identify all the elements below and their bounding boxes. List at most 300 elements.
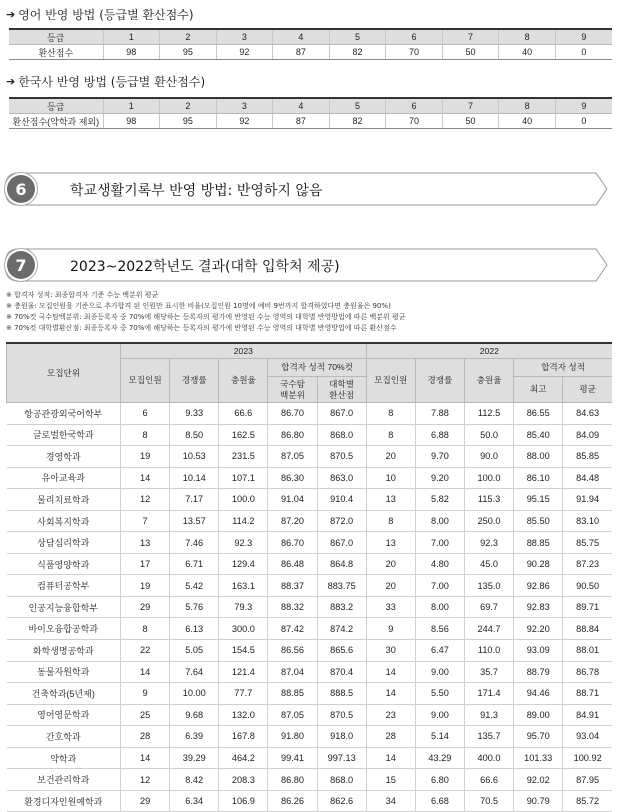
value-cell: 66.6	[464, 769, 513, 791]
score-cell: 50	[442, 45, 499, 60]
value-cell: 83.10	[563, 510, 612, 532]
value-cell: 77.7	[219, 683, 268, 705]
value-cell: 84.09	[563, 424, 612, 446]
value-cell: 874.2	[317, 618, 366, 640]
unit-name-cell: 바이오융합공학과	[7, 618, 121, 640]
value-cell: 5.82	[415, 489, 464, 511]
value-cell: 6.13	[170, 618, 219, 640]
value-cell: 14	[366, 747, 415, 769]
value-cell: 95.70	[514, 726, 563, 748]
value-cell: 8.50	[170, 424, 219, 446]
header-competition-2022: 경쟁률	[415, 359, 464, 403]
value-cell: 88.00	[514, 446, 563, 468]
value-cell: 9.00	[415, 661, 464, 683]
value-cell: 863.0	[317, 467, 366, 489]
table-row	[7, 661, 613, 683]
grade-cell: 1	[103, 29, 160, 45]
value-cell: 5.05	[170, 640, 219, 662]
value-cell: 87.95	[563, 769, 612, 791]
value-cell: 6	[121, 403, 170, 425]
value-cell: 14	[121, 467, 170, 489]
value-cell: 17	[121, 553, 170, 575]
value-cell: 19	[121, 446, 170, 468]
value-cell: 29	[121, 596, 170, 618]
unit-name-cell: 컴퓨터공학부	[7, 575, 121, 597]
value-cell: 14	[366, 683, 415, 705]
value-cell: 93.09	[514, 640, 563, 662]
value-cell: 12	[121, 769, 170, 791]
value-cell: 86.56	[268, 640, 317, 662]
header-best: 최고	[514, 377, 563, 403]
grade-cell: 5	[329, 29, 386, 45]
value-cell: 6.47	[415, 640, 464, 662]
value-cell: 92.3	[219, 532, 268, 554]
value-cell: 114.2	[219, 510, 268, 532]
grade-cell: 9	[555, 29, 612, 45]
value-cell: 464.2	[219, 747, 268, 769]
grade-cell: 5	[329, 98, 386, 114]
grade-cell: 3	[216, 29, 273, 45]
value-cell: 90.28	[514, 553, 563, 575]
table-row	[7, 446, 613, 468]
value-cell: 85.50	[514, 510, 563, 532]
unit-name-cell: 사회복지학과	[7, 510, 121, 532]
header-competition-2023: 경쟁률	[170, 359, 219, 403]
value-cell: 135.7	[464, 726, 513, 748]
value-cell: 132.0	[219, 704, 268, 726]
header-cut70: 합격자 성적 70%컷	[268, 359, 366, 377]
section-number-badge: 6	[7, 175, 35, 203]
table-row	[7, 769, 613, 791]
value-cell: 883.75	[317, 575, 366, 597]
value-cell: 86.78	[563, 661, 612, 683]
value-cell: 87.20	[268, 510, 317, 532]
unit-name-cell: 상담심리학과	[7, 532, 121, 554]
grade-cell: 4	[273, 29, 330, 45]
table-row	[7, 790, 613, 812]
score-cell: 70	[386, 45, 443, 60]
header-2022: 2022	[366, 343, 612, 359]
value-cell: 66.6	[219, 403, 268, 425]
value-cell: 8	[366, 424, 415, 446]
value-cell: 154.5	[219, 640, 268, 662]
unit-name-cell: 인공지능융합학부	[7, 596, 121, 618]
value-cell: 93.04	[563, 726, 612, 748]
value-cell: 100.0	[219, 489, 268, 511]
value-cell: 45.0	[464, 553, 513, 575]
value-cell: 84.48	[563, 467, 612, 489]
value-cell: 14	[121, 747, 170, 769]
table-row	[7, 403, 613, 425]
value-cell: 28	[366, 726, 415, 748]
value-cell: 9.33	[170, 403, 219, 425]
score-row: 환산점수(약학과 제외) 98 95 92 87 82 70 50 40 0	[9, 114, 612, 129]
grade-cell: 8	[499, 98, 556, 114]
value-cell: 867.0	[317, 403, 366, 425]
value-cell: 99.41	[268, 747, 317, 769]
table-row	[7, 726, 613, 748]
value-cell: 10	[366, 467, 415, 489]
value-cell: 14	[121, 661, 170, 683]
english-score-table	[9, 28, 612, 60]
value-cell: 28	[121, 726, 170, 748]
value-cell: 30	[366, 640, 415, 662]
value-cell: 9	[121, 683, 170, 705]
value-cell: 167.8	[219, 726, 268, 748]
value-cell: 864.8	[317, 553, 366, 575]
unit-name-cell: 식품영양학과	[7, 553, 121, 575]
value-cell: 13	[366, 532, 415, 554]
value-cell: 100.92	[563, 747, 612, 769]
header-avg: 평균	[563, 377, 612, 403]
value-cell: 868.0	[317, 424, 366, 446]
value-cell: 85.40	[514, 424, 563, 446]
value-cell: 5.50	[415, 683, 464, 705]
value-cell: 88.79	[514, 661, 563, 683]
value-cell: 9.00	[415, 704, 464, 726]
grade-cell: 7	[442, 98, 499, 114]
score-cell: 0	[555, 114, 612, 129]
score-cell: 87	[273, 114, 330, 129]
value-cell: 115.3	[464, 489, 513, 511]
header-quota-2023: 모집인원	[121, 359, 170, 403]
value-cell: 69.7	[464, 596, 513, 618]
value-cell: 88.84	[563, 618, 612, 640]
value-cell: 7.46	[170, 532, 219, 554]
grade-row: 등급 1 2 3 4 5 6 7 8 9	[9, 29, 612, 45]
value-cell: 244.7	[464, 618, 513, 640]
value-cell: 862.6	[317, 790, 366, 812]
value-cell: 86.30	[268, 467, 317, 489]
arrow-right-icon: ➔	[6, 75, 16, 88]
table-row	[7, 640, 613, 662]
value-cell: 86.80	[268, 769, 317, 791]
value-cell: 43.29	[415, 747, 464, 769]
value-cell: 8.00	[415, 596, 464, 618]
unit-name-cell: 건축학과(5년제)	[7, 683, 121, 705]
value-cell: 135.0	[464, 575, 513, 597]
value-cell: 23	[366, 704, 415, 726]
value-cell: 10.00	[170, 683, 219, 705]
header-cut-converted: 대학별 환산점	[317, 377, 366, 403]
header-fill-rate-2023: 충원율	[219, 359, 268, 403]
note-line: ※ 충원율: 모집인원을 기준으로 추가합격 된 인원만 표시한 비율(모집인원 10명에 예비 9번까지 합격하였다면 충원율은 90%)	[6, 302, 391, 310]
score-cell: 40	[499, 45, 556, 60]
value-cell: 171.4	[464, 683, 513, 705]
value-cell: 88.37	[268, 575, 317, 597]
history-score-table	[9, 97, 612, 129]
value-cell: 92.02	[514, 769, 563, 791]
value-cell: 92.3	[464, 532, 513, 554]
arrow-right-icon: ➔	[6, 8, 16, 21]
value-cell: 86.48	[268, 553, 317, 575]
value-cell: 231.5	[219, 446, 268, 468]
score-cell: 82	[329, 45, 386, 60]
score-cell: 95	[160, 114, 217, 129]
value-cell: 870.5	[317, 446, 366, 468]
value-cell: 84.63	[563, 403, 612, 425]
grade-cell: 1	[103, 98, 160, 114]
value-cell: 9.68	[170, 704, 219, 726]
value-cell: 997.13	[317, 747, 366, 769]
value-cell: 7.64	[170, 661, 219, 683]
value-cell: 8.00	[415, 510, 464, 532]
value-cell: 7.00	[415, 575, 464, 597]
value-cell: 9	[366, 618, 415, 640]
score-cell: 0	[555, 45, 612, 60]
value-cell: 14	[366, 661, 415, 683]
value-cell: 10.14	[170, 467, 219, 489]
grade-cell: 7	[442, 29, 499, 45]
value-cell: 110.0	[464, 640, 513, 662]
value-cell: 86.80	[268, 424, 317, 446]
value-cell: 29	[121, 790, 170, 812]
header-grades-2022: 합격자 성적	[514, 359, 612, 377]
unit-name-cell: 물리치료학과	[7, 489, 121, 511]
score-cell: 87	[273, 45, 330, 60]
value-cell: 88.32	[268, 596, 317, 618]
value-cell: 20	[366, 575, 415, 597]
value-cell: 112.5	[464, 403, 513, 425]
value-cell: 70.5	[464, 790, 513, 812]
grade-cell: 2	[160, 98, 217, 114]
score-cell: 40	[499, 114, 556, 129]
value-cell: 9.20	[415, 467, 464, 489]
value-cell: 918.0	[317, 726, 366, 748]
value-cell: 870.4	[317, 661, 366, 683]
value-cell: 10.53	[170, 446, 219, 468]
value-cell: 87.23	[563, 553, 612, 575]
value-cell: 872.0	[317, 510, 366, 532]
value-cell: 88.85	[514, 532, 563, 554]
value-cell: 865.6	[317, 640, 366, 662]
value-cell: 8	[366, 403, 415, 425]
history-section-title: ➔ 한국사 반영 방법 (등급별 환산점수)	[6, 75, 206, 89]
value-cell: 50.0	[464, 424, 513, 446]
value-cell: 13	[121, 532, 170, 554]
value-cell: 5.14	[415, 726, 464, 748]
note-line: ※ 합격자 성적: 최종합격자 기준 수능 백분위 평균	[6, 291, 159, 299]
value-cell: 4.80	[415, 553, 464, 575]
value-cell: 888.5	[317, 683, 366, 705]
value-cell: 34	[366, 790, 415, 812]
results-body	[7, 403, 613, 812]
value-cell: 84.91	[563, 704, 612, 726]
value-cell: 94.46	[514, 683, 563, 705]
unit-name-cell: 화학생명공학과	[7, 640, 121, 662]
value-cell: 7.88	[415, 403, 464, 425]
value-cell: 87.05	[268, 446, 317, 468]
value-cell: 22	[121, 640, 170, 662]
value-cell: 7	[121, 510, 170, 532]
value-cell: 910.4	[317, 489, 366, 511]
value-cell: 6.88	[415, 424, 464, 446]
header-2023: 2023	[121, 343, 367, 359]
score-cell: 98	[103, 114, 160, 129]
grade-cell: 2	[160, 29, 217, 45]
value-cell: 39.29	[170, 747, 219, 769]
value-cell: 121.4	[219, 661, 268, 683]
note-line: ※ 70%컷 대학별환산점: 최종등록자 중 70%에 해당하는 등록자의 평가에 반영된 수능 영역의 대학별 반영방법에 따른 환산점수	[6, 324, 397, 332]
score-cell: 82	[329, 114, 386, 129]
section-7-text: 2023~2022학년도 결과(대학 입학처 제공)	[70, 259, 340, 275]
value-cell: 8.42	[170, 769, 219, 791]
value-cell: 89.00	[514, 704, 563, 726]
value-cell: 89.71	[563, 596, 612, 618]
unit-name-cell: 영어영문학과	[7, 704, 121, 726]
table-row	[7, 553, 613, 575]
grade-cell: 3	[216, 98, 273, 114]
value-cell: 6.71	[170, 553, 219, 575]
value-cell: 91.04	[268, 489, 317, 511]
value-cell: 95.15	[514, 489, 563, 511]
value-cell: 20	[366, 446, 415, 468]
value-cell: 88.85	[268, 683, 317, 705]
unit-name-cell: 보건관리학과	[7, 769, 121, 791]
unit-name-cell: 유아교육과	[7, 467, 121, 489]
score-cell: 50	[442, 114, 499, 129]
value-cell: 7.00	[415, 532, 464, 554]
section-7-banner	[4, 248, 608, 282]
value-cell: 250.0	[464, 510, 513, 532]
value-cell: 100.0	[464, 467, 513, 489]
value-cell: 85.75	[563, 532, 612, 554]
score-cell: 92	[216, 45, 273, 60]
value-cell: 88.71	[563, 683, 612, 705]
value-cell: 163.1	[219, 575, 268, 597]
value-cell: 867.0	[317, 532, 366, 554]
section-number-badge: 7	[7, 251, 35, 279]
table-row	[7, 575, 613, 597]
value-cell: 7.17	[170, 489, 219, 511]
grade-cell: 6	[386, 29, 443, 45]
value-cell: 87.05	[268, 704, 317, 726]
unit-name-cell: 동물자원학과	[7, 661, 121, 683]
value-cell: 8	[366, 510, 415, 532]
score-cell: 98	[103, 45, 160, 60]
header-cut-percentile: 국수탐 백분위	[268, 377, 317, 403]
value-cell: 79.3	[219, 596, 268, 618]
value-cell: 85.85	[563, 446, 612, 468]
grade-cell: 4	[273, 98, 330, 114]
value-cell: 90.0	[464, 446, 513, 468]
section-6-banner	[4, 172, 608, 206]
value-cell: 13	[366, 489, 415, 511]
value-cell: 208.3	[219, 769, 268, 791]
value-cell: 91.94	[563, 489, 612, 511]
english-section-title: ➔ 영어 반영 방법 (등급별 환산점수)	[6, 8, 194, 22]
value-cell: 19	[121, 575, 170, 597]
grade-row: 등급 1 2 3 4 5 6 7 8 9	[9, 98, 612, 114]
value-cell: 86.70	[268, 403, 317, 425]
header-row-year	[7, 343, 613, 359]
value-cell: 87.42	[268, 618, 317, 640]
unit-name-cell: 간호학과	[7, 726, 121, 748]
value-cell: 101.33	[514, 747, 563, 769]
note-line: ※ 70%컷 국수탐백분위: 최종등록자 중 70%에 해당하는 등록자의 평가에 반영된 수능 영역의 대학별 반영방법에 따른 백분위 평균	[6, 313, 406, 321]
value-cell: 86.10	[514, 467, 563, 489]
value-cell: 25	[121, 704, 170, 726]
value-cell: 86.70	[268, 532, 317, 554]
value-cell: 12	[121, 489, 170, 511]
header-unit: 모집단위	[7, 343, 121, 403]
value-cell: 868.0	[317, 769, 366, 791]
score-row: 환산점수 98 95 92 87 82 70 50 40 0	[9, 45, 612, 60]
value-cell: 400.0	[464, 747, 513, 769]
value-cell: 86.26	[268, 790, 317, 812]
value-cell: 85.72	[563, 790, 612, 812]
value-cell: 107.1	[219, 467, 268, 489]
value-cell: 6.34	[170, 790, 219, 812]
score-cell: 92	[216, 114, 273, 129]
unit-name-cell: 항공관광외국어학부	[7, 403, 121, 425]
table-row	[7, 510, 613, 532]
value-cell: 300.0	[219, 618, 268, 640]
value-cell: 92.83	[514, 596, 563, 618]
results-table	[6, 342, 612, 812]
score-cell: 70	[386, 114, 443, 129]
section-6-text: 학교생활기록부 반영 방법: 반영하지 않음	[70, 183, 323, 199]
table-row	[7, 532, 613, 554]
grade-cell: 8	[499, 29, 556, 45]
value-cell: 883.2	[317, 596, 366, 618]
table-row	[7, 596, 613, 618]
score-cell: 95	[160, 45, 217, 60]
value-cell: 162.5	[219, 424, 268, 446]
unit-name-cell: 글로벌한국학과	[7, 424, 121, 446]
value-cell: 5.76	[170, 596, 219, 618]
value-cell: 6.39	[170, 726, 219, 748]
value-cell: 870.5	[317, 704, 366, 726]
table-row	[7, 424, 613, 446]
table-row	[7, 747, 613, 769]
value-cell: 8	[121, 424, 170, 446]
value-cell: 13.57	[170, 510, 219, 532]
value-cell: 92.86	[514, 575, 563, 597]
header-fill-rate-2022: 충원율	[464, 359, 513, 403]
value-cell: 91.3	[464, 704, 513, 726]
value-cell: 6.68	[415, 790, 464, 812]
value-cell: 33	[366, 596, 415, 618]
unit-name-cell: 약학과	[7, 747, 121, 769]
value-cell: 90.79	[514, 790, 563, 812]
value-cell: 9.70	[415, 446, 464, 468]
grade-cell: 9	[555, 98, 612, 114]
table-row	[7, 618, 613, 640]
value-cell: 8	[121, 618, 170, 640]
value-cell: 8.56	[415, 618, 464, 640]
value-cell: 35.7	[464, 661, 513, 683]
table-row	[7, 704, 613, 726]
value-cell: 106.9	[219, 790, 268, 812]
table-row	[7, 489, 613, 511]
value-cell: 92.20	[514, 618, 563, 640]
value-cell: 88.01	[563, 640, 612, 662]
value-cell: 90.50	[563, 575, 612, 597]
value-cell: 6.80	[415, 769, 464, 791]
unit-name-cell: 경영학과	[7, 446, 121, 468]
value-cell: 20	[366, 553, 415, 575]
table-row	[7, 683, 613, 705]
header-quota-2022: 모집인원	[366, 359, 415, 403]
grade-cell: 6	[386, 98, 443, 114]
value-cell: 87.04	[268, 661, 317, 683]
unit-name-cell: 환경디자인원예학과	[7, 790, 121, 812]
value-cell: 5.42	[170, 575, 219, 597]
value-cell: 86.55	[514, 403, 563, 425]
value-cell: 129.4	[219, 553, 268, 575]
notes	[6, 290, 406, 334]
